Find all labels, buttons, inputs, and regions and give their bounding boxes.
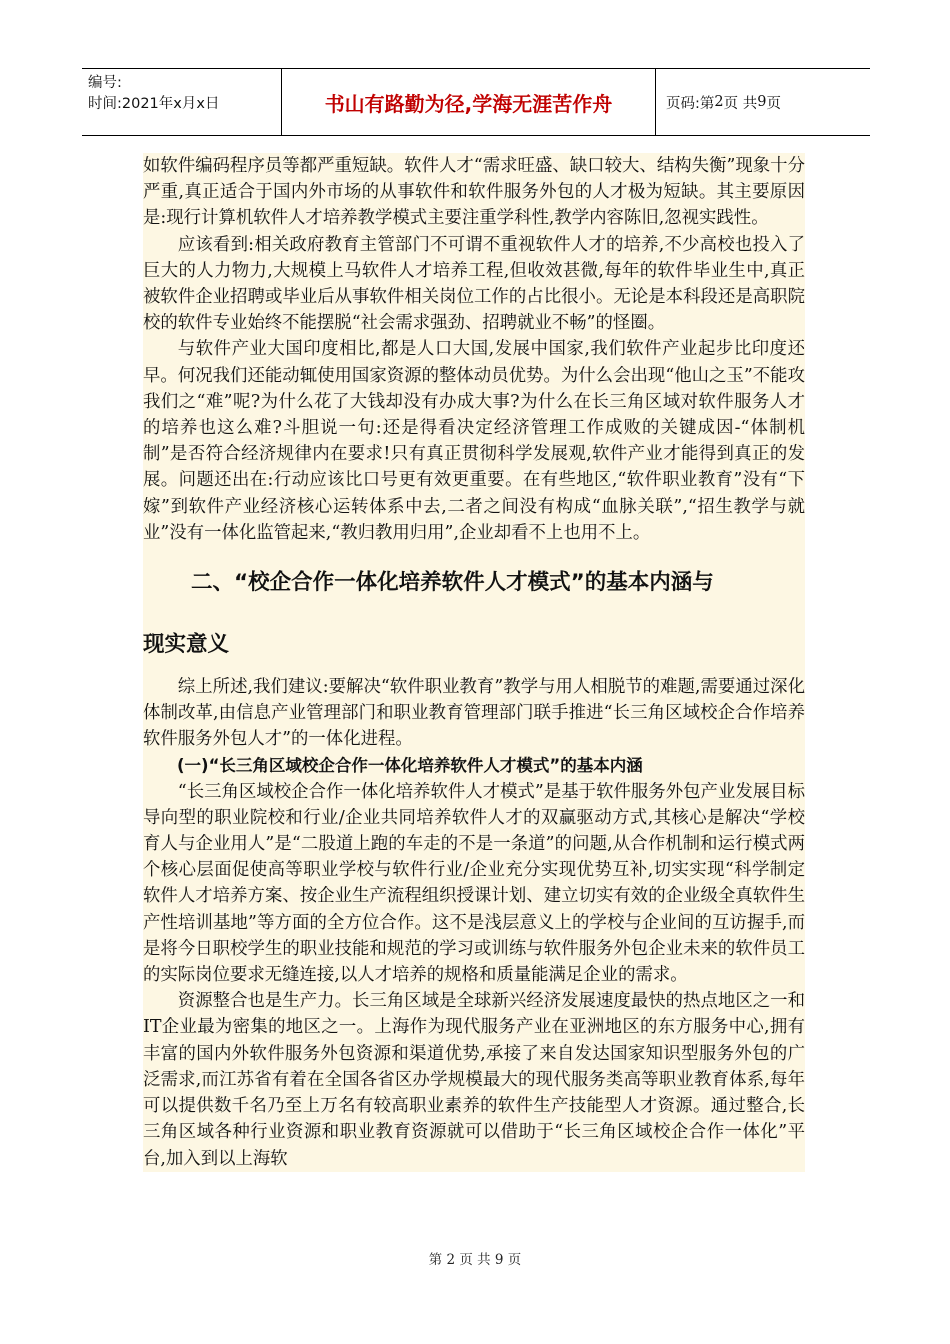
paragraph-1: 如软件编码程序员等都严重短缺。软件人才“需求旺盛、缺口较大、结构失衡”现象十分严重,真正适合于国内外市场的从事软件和软件服务外包的人才极为短缺。其主要原因是:现行计算机软件人才培养教学模式主要注重学科性,教学内容陈旧,忽视实践性。 bbox=[143, 153, 805, 232]
page-current: 2 bbox=[714, 94, 724, 110]
header-page-info bbox=[656, 69, 870, 135]
page-header bbox=[82, 68, 870, 136]
time-label: 时间:2021年x月x日 bbox=[88, 96, 220, 112]
page-prefix: 页码:第 bbox=[666, 95, 715, 112]
paragraph-6: 资源整合也是生产力。长三角区域是全球新兴经济发展速度最快的热点地区之一和IT企业最为密集的地区之一。上海作为现代服务产业在亚洲地区的东方服务中心,拥有丰富的国内外软件服务外包资源和渠道优势,承接了来自发达国家知识型服务外包的广泛需求,而江苏省有着在全国各省区办学规模最大的现代服务类高等职业教育体系,每年可以提供数千名乃至上万名有较高职业素养的软件生产技能型人才资源。通过整合,长三角区域各种行业资源和职业教育资源就可以借助于“长三角区域校企合作一体化”平台,加入到以上海软 bbox=[143, 988, 805, 1171]
paragraph-2: 应该看到:相关政府教育主管部门不可谓不重视软件人才的培养,不少高校也投入了巨大的人力物力,大规模上马软件人才培养工程,但收效甚微,每年的软件毕业生中,真正被软件企业招聘或毕业后从事软件相关岗位工作的占比很小。无论是本科段还是高职院校的软件专业始终不能摆脱“社会需求强劲、招聘就业不畅”的怪圈。 bbox=[143, 232, 805, 337]
subsection-heading: (一)“长三角区域校企合作一体化培养软件人才模式”的基本内涵 bbox=[143, 753, 805, 779]
header-meta bbox=[82, 69, 282, 135]
header-motto: 书山有路勤为径,学海无涯苦作舟 bbox=[282, 69, 656, 135]
paragraph-4: 综上所述,我们建议:要解决“软件职业教育”教学与用人相脱节的难题,需要通过深化体制改革,由信息产业管理部门和职业教育管理部门联手推进“长三角区域校企合作培养软件服务外包人才”的一体化进程。 bbox=[143, 674, 805, 753]
page-total: 9 bbox=[757, 94, 767, 110]
section-heading-line-1: 二、“校企合作一体化培养软件人才模式”的基本内涵与 bbox=[191, 570, 714, 596]
section-heading-line-2: 现实意义 bbox=[143, 632, 230, 658]
section-heading bbox=[143, 546, 805, 674]
paragraph-3: 与软件产业大国印度相比,都是人口大国,发展中国家,我们软件产业起步比印度还早。何况我们还能动辄使用国家资源的整体动员优势。为什么会出现“他山之玉”不能攻我们之“难”呢?为什么花了大钱却没有办成大事?为什么在长三角区域对软件服务人才的培养也这么难?斗胆说一句:还是得看决定经济管理工作成败的关键成因-“体制机制”是否符合经济规律内在要求!只有真正贯彻科学发展观,软件产业才能得到真正的发展。问题还出在:行动应该比口号更有效更重要。在有些地区,“软件职业教育”没有“下嫁”到软件产业经济核心运转体系中去,二者之间没有构成“血脉关联”,“招生教学与就业”没有一体化监管起来,“教归教用归用”,企业却看不上也用不上。 bbox=[143, 336, 805, 546]
document-body bbox=[143, 153, 805, 1172]
paragraph-5: “长三角区域校企合作一体化培养软件人才模式”是基于软件服务外包产业发展目标导向型的职业院校和行业/企业共同培养软件人才的双赢驱动方式,其核心是解决“学校育人与企业用人”是“二股道上跑的车走的不是一条道”的问题,从合作机制和运行模式两个核心层面促使高等职业学校与软件行业/企业充分实现优势互补,切实实现“科学制定软件人才培养方案、按企业生产流程组织授课计划、建立切实有效的企业级全真软件生产性培训基地”等方面的全方位合作。这不是浅层意义上的学校与企业间的互访握手,而是将今日职校学生的职业技能和规范的学习或训练与软件服务外包企业未来的软件员工的实际岗位要求无缝连接,以人才培养的规格和质量能满足企业的需求。 bbox=[143, 779, 805, 989]
page-footer: 第 2 页 共 9 页 bbox=[428, 1252, 522, 1268]
number-label: 编号: bbox=[88, 75, 122, 91]
page-suffix: 页 bbox=[766, 95, 781, 112]
page-mid: 页 共 bbox=[723, 95, 758, 112]
